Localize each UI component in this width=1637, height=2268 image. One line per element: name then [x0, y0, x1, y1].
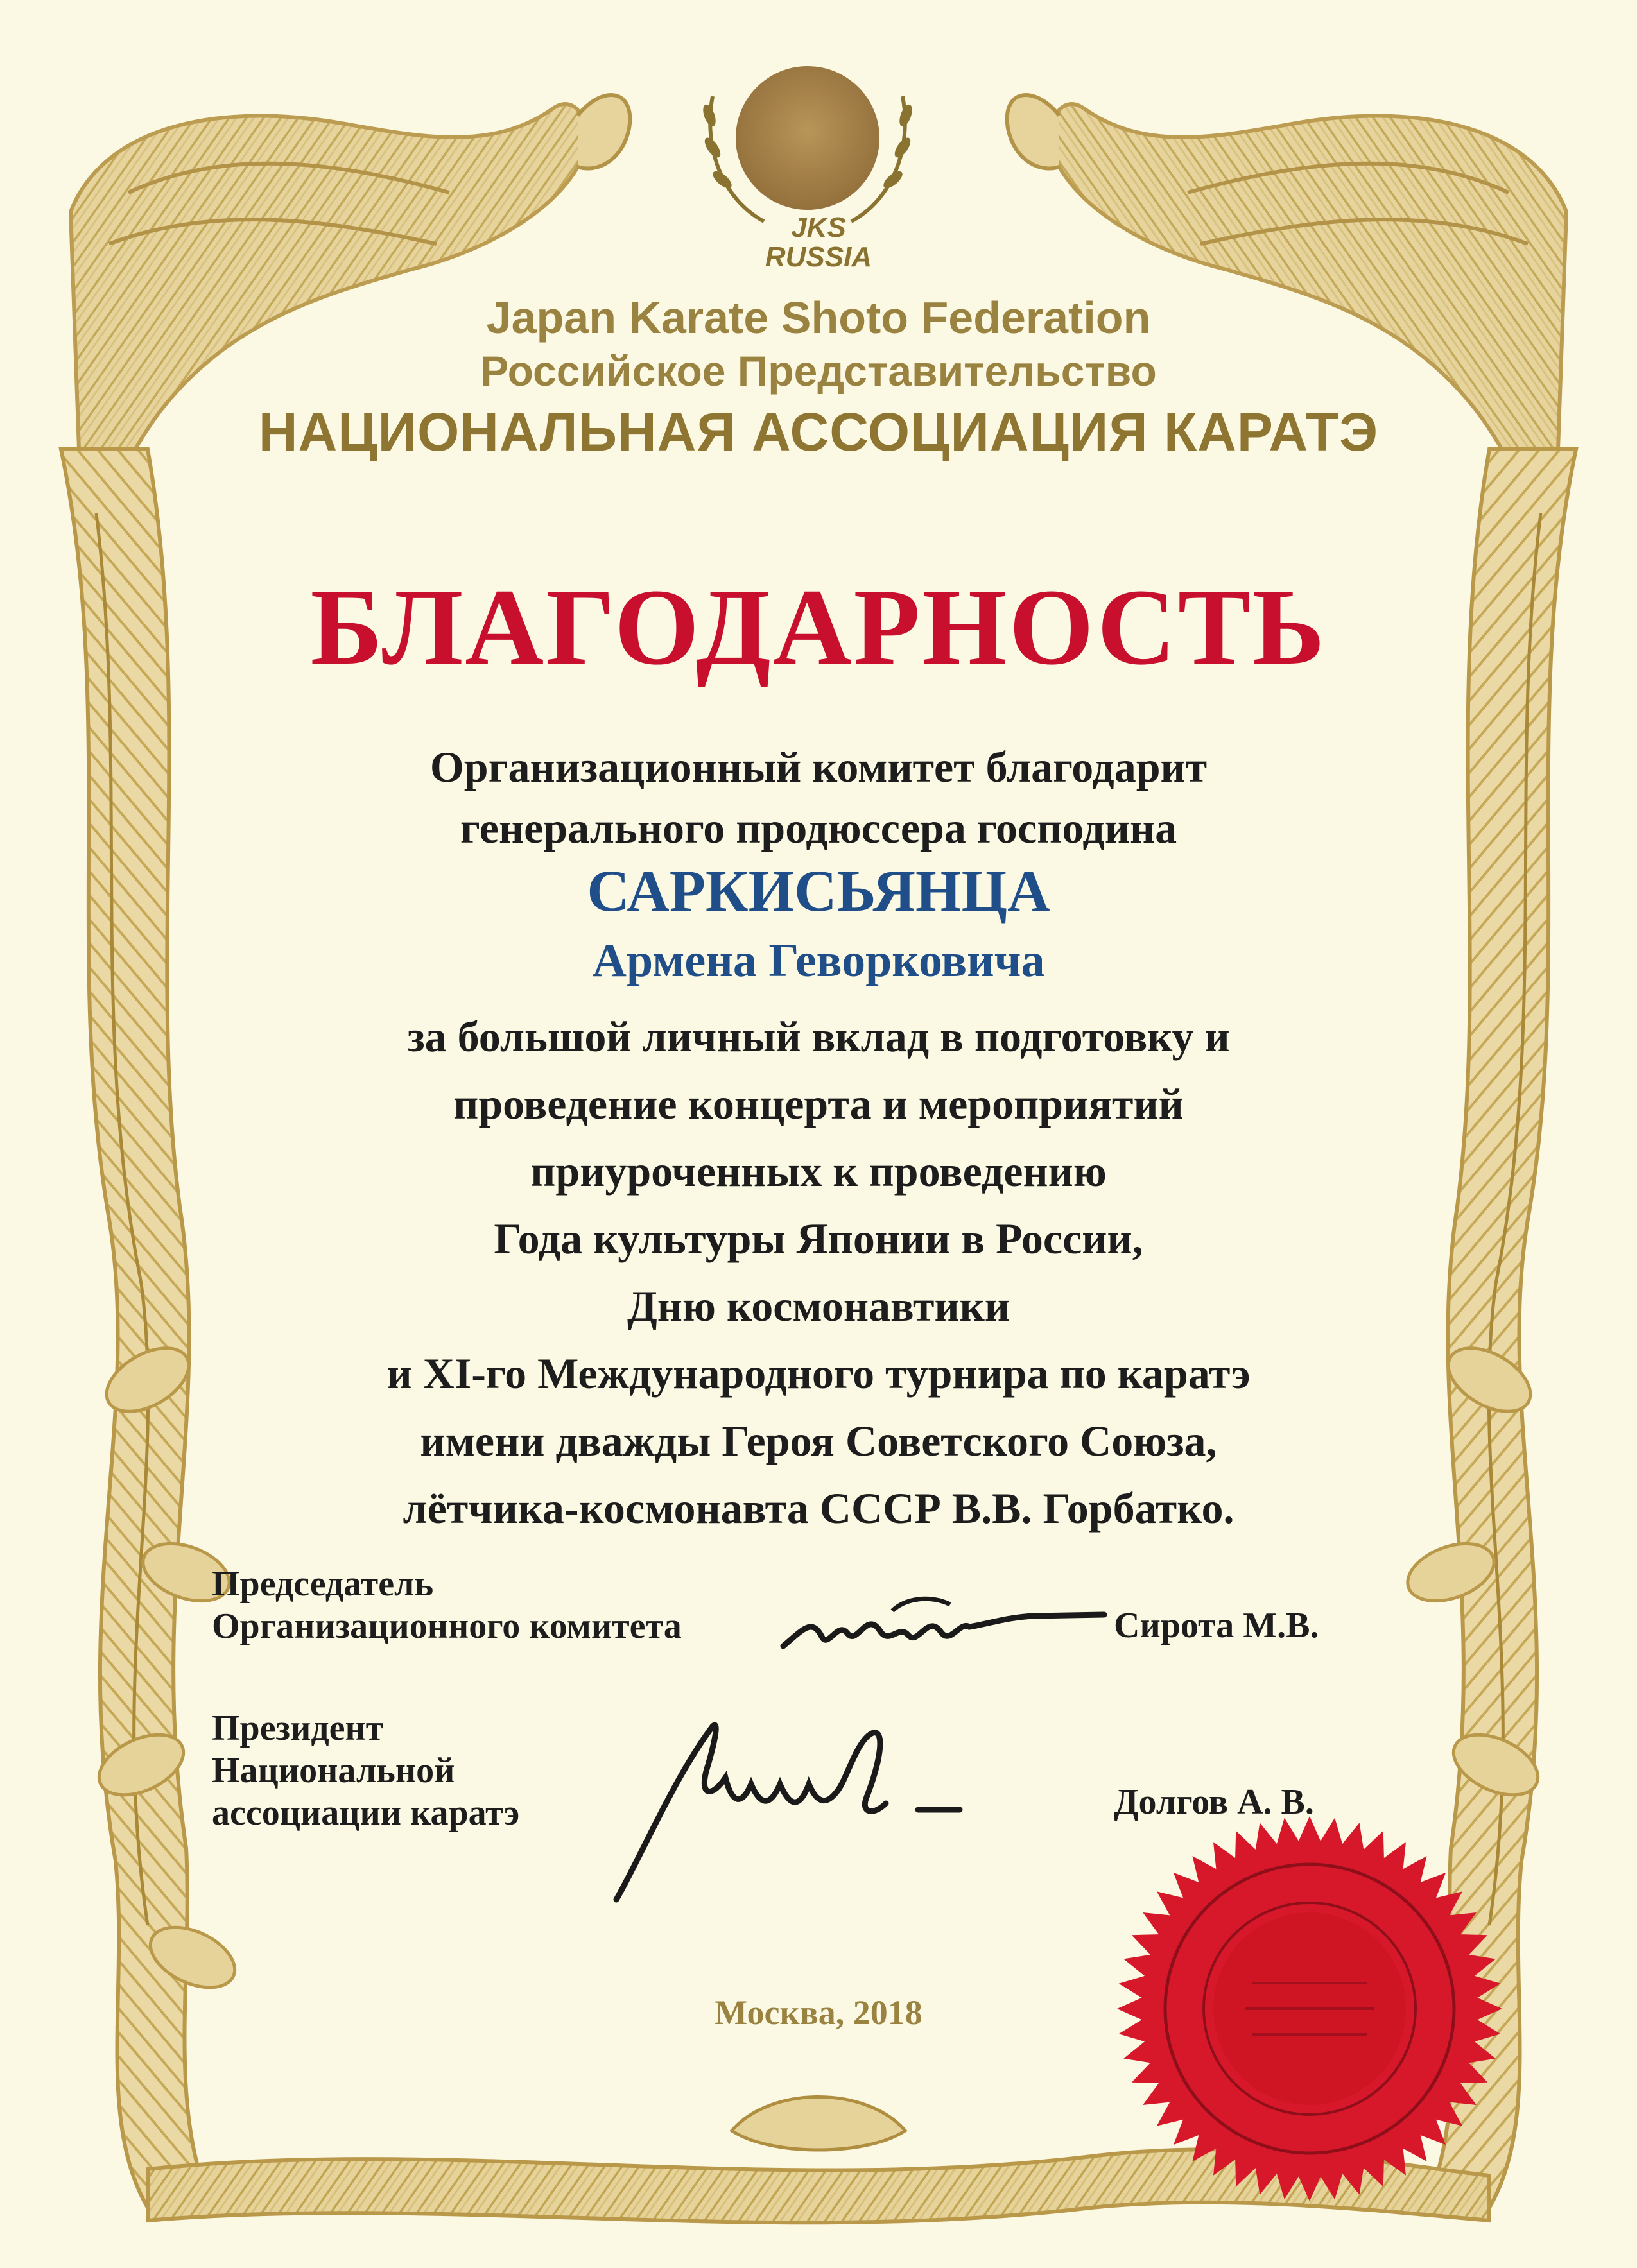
- signature-2-title-line-3: ассоциации каратэ: [212, 1793, 520, 1833]
- city-year: Москва, 2018: [715, 1993, 922, 2032]
- signature-1-title-line-2: Организационного комитета: [212, 1606, 682, 1646]
- signature-1-name: Сирота М.В.: [1114, 1606, 1319, 1645]
- reason-line-5: Дню космонавтики: [627, 1282, 1010, 1330]
- signature-2-title-line-2: Национальной: [212, 1751, 455, 1791]
- logo-jks-text: JKS: [791, 212, 846, 243]
- reason-line-2: проведение концерта и мероприятий: [453, 1079, 1184, 1128]
- association-name: НАЦИОНАЛЬНАЯ АССОЦИАЦИЯ КАРАТЭ: [258, 402, 1379, 462]
- recipient-surname: САРКИСЬЯНЦА: [587, 858, 1050, 924]
- reason-line-3: приуроченных к проведению: [530, 1147, 1107, 1196]
- reason-line-7: имени дважды Героя Советского Союза,: [420, 1416, 1217, 1465]
- signature-2-title-line-1: Президент: [212, 1708, 384, 1748]
- intro-line-1: Организационный комитет благодарит: [429, 743, 1208, 791]
- signature-1-title: [212, 1563, 682, 1647]
- signature-1-handwriting: [777, 1585, 1111, 1669]
- document-title: БЛАГОДАРНОСТЬ: [310, 567, 1327, 687]
- signature-2-handwriting: [603, 1701, 989, 1919]
- signature-2-name: Долгов А. В.: [1114, 1782, 1314, 1822]
- federation-name: Japan Karate Shoto Federation: [486, 293, 1151, 343]
- intro-line-2: генерального продюссера господина: [460, 803, 1177, 852]
- jks-sun-emblem: [700, 66, 914, 221]
- reason-line-4: Года культуры Японии в России,: [494, 1214, 1143, 1263]
- reason-line-8: лётчика-космонавта СССР В.В. Горбатко.: [403, 1484, 1234, 1533]
- reason-line-6: и XI-го Международного турнира по каратэ: [386, 1349, 1251, 1398]
- reason-line-1: за большой личный вклад в подготовку и: [407, 1012, 1230, 1061]
- logo-russia-text: RUSSIA: [765, 241, 872, 273]
- signature-1-title-line-1: Председатель: [212, 1564, 434, 1604]
- representation-name: Российское Представительство: [480, 347, 1157, 395]
- recipient-given-name: Армена Геворковича: [592, 934, 1045, 987]
- signature-2-title: [212, 1707, 519, 1834]
